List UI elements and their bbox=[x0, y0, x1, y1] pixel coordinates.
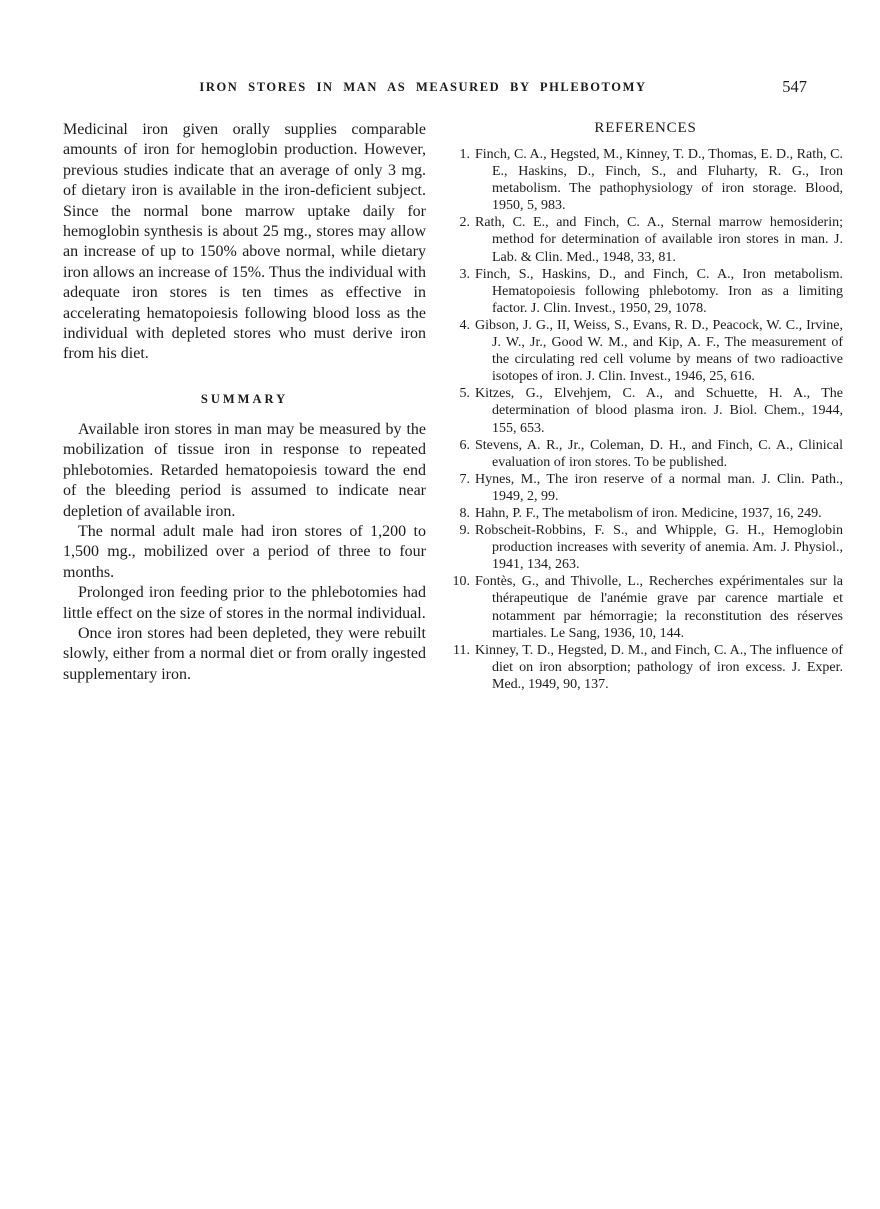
reference-item bbox=[448, 385, 843, 436]
reference-number: 2. bbox=[459, 215, 470, 231]
reference-item bbox=[448, 471, 843, 505]
reference-text: Hynes, M., The iron reserve of a normal man. J. Clin. Path., 1949, 2, 99. bbox=[475, 471, 843, 504]
reference-number: 7. bbox=[459, 471, 470, 487]
reference-number: 5. bbox=[459, 386, 470, 402]
reference-text: Finch, C. A., Hegsted, M., Kinney, T. D., Thomas, E. D., Rath, C. E., Haskins, D., Finch, S., and Fluharty, R. G., Iron metabolism. The pathophysiology of iron storage. Blood, 1950, 5, 983. bbox=[475, 147, 843, 214]
reference-number: 3. bbox=[459, 266, 470, 282]
reference-item bbox=[448, 317, 843, 385]
reference-number: 6. bbox=[459, 437, 470, 453]
reference-item bbox=[448, 522, 843, 573]
reference-number: 1. bbox=[459, 147, 470, 162]
references-column bbox=[448, 120, 843, 693]
reference-item bbox=[448, 266, 843, 317]
reference-text: Hahn, P. F., The metabolism of iron. Medicine, 1937, 16, 249. bbox=[475, 505, 822, 521]
reference-number: 9. bbox=[459, 523, 470, 539]
reference-number: 8. bbox=[459, 505, 470, 521]
reference-number: 11. bbox=[453, 642, 470, 658]
reference-text: Gibson, J. G., II, Weiss, S., Evans, R. D., Peacock, W. C., Irvine, J. W., Jr., Good W. M., and Kip, A. F., The measurement of the circulating red cell volume by means of two radioactive isotopes of iron. J. Clin. Invest., 1946, 25, 616. bbox=[475, 317, 843, 385]
reference-item bbox=[448, 214, 843, 265]
summary-paragraph: Once iron stores had been depleted, they were rebuilt slowly, either from a normal diet or from orally ingested supplementary iron. bbox=[63, 624, 426, 683]
reference-item bbox=[448, 505, 843, 522]
reference-item bbox=[448, 573, 843, 641]
page-header bbox=[63, 77, 843, 98]
reference-list bbox=[448, 146, 843, 693]
reference-number: 4. bbox=[459, 317, 470, 333]
reference-text: Robscheit-Robbins, F. S., and Whipple, G. H., Hemoglobin production increases with severity of anemia. Am. J. Physiol., 1941, 134, 263. bbox=[475, 523, 843, 573]
reference-text: Kinney, T. D., Hegsted, D. M., and Finch, C. A., The influence of diet on iron absorption; pathology of iron excess. J. Exper. Med., 1949, 90, 137. bbox=[475, 642, 843, 692]
summary-paragraph: Prolonged iron feeding prior to the phlebotomies had little effect on the size of stores in the normal individual. bbox=[63, 584, 426, 622]
reference-text: Stevens, A. R., Jr., Coleman, D. H., and Finch, C. A., Clinical evaluation of iron stores. To be published. bbox=[475, 437, 843, 470]
summary-heading: SUMMARY bbox=[200, 391, 289, 406]
references-heading: REFERENCES bbox=[594, 120, 697, 136]
summary-paragraph: The normal adult male had iron stores of 1,200 to 1,500 mg., mobilized over a period of three to four months. bbox=[63, 522, 426, 581]
reference-text: Finch, S., Haskins, D., and Finch, C. A., Iron metabolism. Hematopoiesis following phlebotomy. Iron as a limiting factor. J. Clin. Invest., 1950, 29, 1078. bbox=[475, 266, 843, 316]
summary-paragraph: Available iron stores in man may be measured by the mobilization of tissue iron in response to repeated phlebotomies. Retarded hematopoiesis toward the end of the bleeding period is assumed to indicate near depletion of available iron. bbox=[63, 420, 426, 520]
reference-text: Fontès, G., and Thivolle, L., Recherches expérimentales sur la thérapeutique de l'anémie grave par carence martiale et notamment par hémorragie; la reconstitution des réserves martiales. Le Sang, 1936, 10, 144. bbox=[475, 574, 843, 641]
reference-item bbox=[448, 146, 843, 214]
reference-item bbox=[448, 437, 843, 471]
left-column bbox=[63, 120, 426, 693]
two-column-layout bbox=[63, 120, 843, 693]
page-number: 547 bbox=[782, 77, 807, 96]
reference-number: 10. bbox=[452, 574, 470, 590]
reference-text: Rath, C. E., and Finch, C. A., Sternal marrow hemosiderin; method for determination of available iron stores in man. J. Lab. & Clin. Med., 1948, 33, 81. bbox=[475, 215, 843, 265]
reference-text: Kitzes, G., Elvehjem, C. A., and Schuette, H. A., The determination of blood plasma iron. J. Biol. Chem., 1944, 155, 653. bbox=[475, 386, 843, 436]
reference-item bbox=[448, 642, 843, 693]
body-paragraph: Medicinal iron given orally supplies comparable amounts of iron for hemoglobin production. However, previous studies indicate that an average of only 3 mg. of dietary iron is available in the iron-deficient subject. Since the normal bone marrow uptake daily for hemoglobin synthesis is about 25 mg., stores may allow an increase of up to 150% above normal, while dietary iron allows an increase of 15%. Thus the individual with adequate iron stores is ten times as effective in accelerating hematopoiesis following blood loss as the individual with depleted stores who must derive iron from his diet. bbox=[63, 121, 426, 363]
running-title: IRON STORES IN MAN AS MEASURED BY PHLEBOTOMY bbox=[199, 80, 647, 94]
